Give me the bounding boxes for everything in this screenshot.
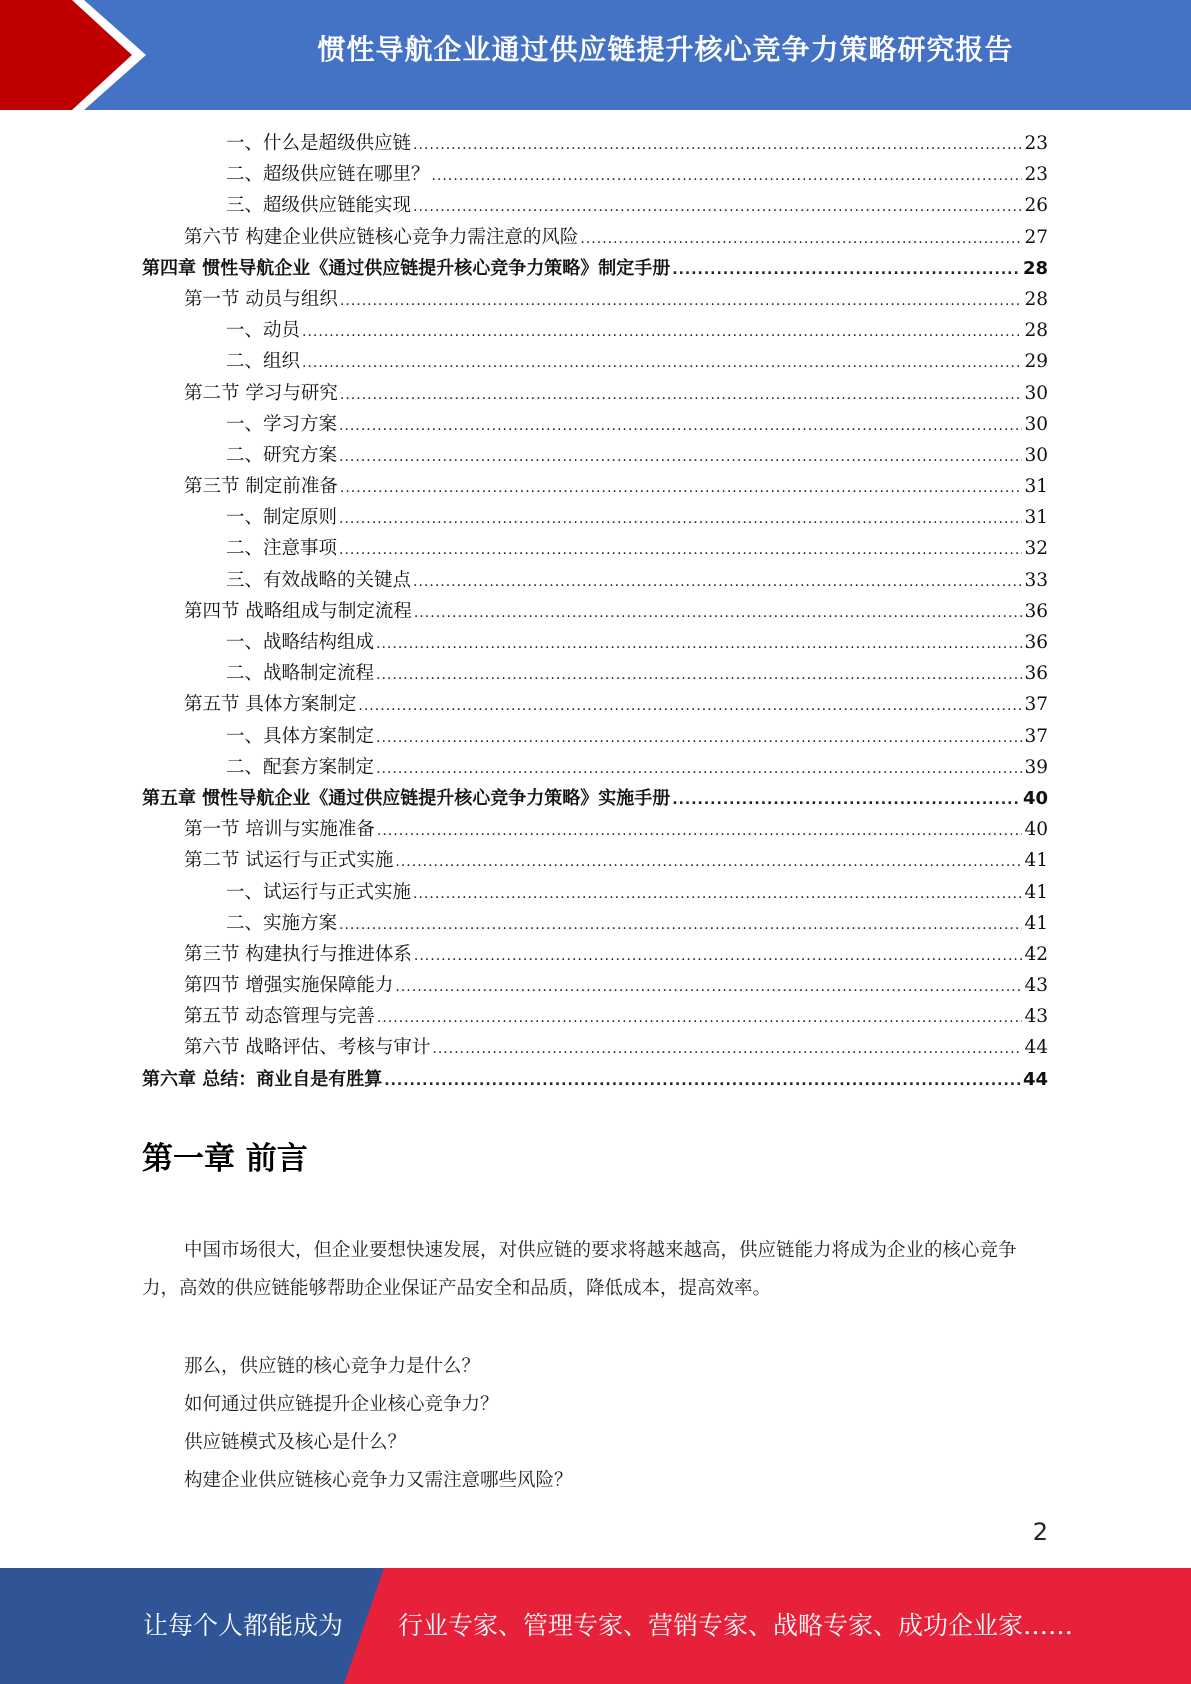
toc-leader-dots — [432, 161, 1023, 192]
toc-leader-dots — [414, 598, 1023, 629]
toc-leader-dots — [340, 286, 1023, 317]
toc-entry[interactable] — [142, 378, 1048, 409]
toc-entry-title: 第二节 学习与研究 — [184, 382, 338, 404]
toc-entry-title: 一、学习方案 — [226, 413, 338, 435]
toc-entry-title: 第六节 战略评估、考核与审计 — [184, 1037, 431, 1059]
toc-entry-page: 27 — [1024, 226, 1048, 248]
toc-entry[interactable] — [142, 1064, 1048, 1095]
toc-entry-page: 44 — [1022, 1068, 1048, 1090]
toc-entry-title: 二、组织 — [226, 351, 301, 373]
toc-leader-dots — [672, 785, 1021, 816]
toc-leader-dots — [672, 255, 1021, 286]
toc-entry[interactable] — [142, 253, 1048, 284]
toc-entry[interactable] — [142, 471, 1048, 502]
toc-entry-title: 第六节 构建企业供应链核心竞争力需注意的风险 — [184, 226, 579, 248]
toc-entry-title: 一、战略结构组成 — [226, 632, 375, 653]
toc-entry[interactable] — [142, 814, 1048, 845]
toc-leader-dots — [340, 473, 1023, 504]
chapter-title: 第一章 前言 — [142, 1141, 308, 1177]
toc-entry[interactable] — [142, 627, 1048, 658]
toc-entry-page: 31 — [1024, 476, 1048, 498]
toc-entry[interactable] — [142, 565, 1048, 596]
toc-entry-page: 26 — [1024, 195, 1048, 217]
toc-entry-page: 30 — [1024, 413, 1048, 435]
toc-entry-page: 29 — [1024, 351, 1048, 373]
table-of-contents — [142, 128, 1048, 1095]
toc-entry[interactable] — [142, 970, 1048, 1001]
toc-entry-page: 37 — [1024, 725, 1048, 747]
header-title: 惯性导航企业通过供应链提升核心竞争力策略研究报告 — [317, 33, 1014, 66]
toc-leader-dots — [302, 317, 1022, 348]
toc-entry-page: 39 — [1024, 756, 1048, 778]
toc-leader-dots — [376, 754, 1022, 785]
toc-entry-title: 二、注意事项 — [226, 538, 338, 560]
toc-entry[interactable] — [142, 284, 1048, 315]
page-number: 2 — [1032, 1518, 1048, 1546]
toc-entry-title: 第一节 培训与实施准备 — [184, 819, 375, 841]
toc-entry[interactable] — [142, 783, 1048, 814]
toc-entry-page: 41 — [1024, 881, 1048, 903]
toc-leader-dots — [395, 847, 1022, 878]
toc-leader-dots — [376, 660, 1022, 691]
intro-paragraph: 中国市场很大，但企业要想快速发展，对供应链的要求将越来越高，供应链能力将成为企业的核心竞争力，高效的供应链能够帮助企业保证产品安全和品质，降低成本，提高效率。 — [142, 1240, 1017, 1299]
toc-entry-page: 43 — [1024, 1006, 1048, 1028]
toc-entry[interactable] — [142, 1032, 1048, 1063]
toc-entry-page: 41 — [1024, 912, 1048, 934]
toc-leader-dots — [377, 1003, 1023, 1034]
toc-entry-page: 31 — [1024, 507, 1048, 529]
toc-leader-dots — [339, 535, 1022, 566]
toc-entry[interactable] — [142, 658, 1048, 689]
toc-entry[interactable] — [142, 1001, 1048, 1032]
question-item: 如何通过供应链提升企业核心竞争力？ — [184, 1394, 499, 1415]
toc-entry-page: 40 — [1022, 787, 1048, 809]
toc-entry-page: 36 — [1024, 632, 1048, 653]
toc-entry-title: 第四节 战略组成与制定流程 — [184, 600, 412, 622]
toc-leader-dots — [413, 192, 1022, 223]
toc-entry-title: 三、有效战略的关键点 — [226, 569, 412, 591]
toc-entry[interactable] — [142, 596, 1048, 627]
toc-entry-title: 第六章 总结：商业自是有胜算 — [142, 1068, 383, 1090]
toc-entry-title: 一、试运行与正式实施 — [226, 881, 412, 903]
toc-entry-page: 40 — [1024, 819, 1048, 841]
toc-entry-title: 第四节 增强实施保障能力 — [184, 975, 394, 997]
toc-entry-title: 二、研究方案 — [226, 444, 338, 466]
toc-leader-dots — [376, 723, 1022, 754]
toc-entry-title: 第五节 具体方案制定 — [184, 694, 357, 716]
toc-entry-page: 28 — [1022, 257, 1048, 279]
toc-entry-page: 37 — [1024, 694, 1048, 716]
question-item: 构建企业供应链核心竞争力又需注意哪些风险？ — [184, 1470, 573, 1491]
toc-entry-title: 一、制定原则 — [226, 507, 338, 529]
toc-entry[interactable] — [142, 440, 1048, 471]
toc-entry-title: 一、具体方案制定 — [226, 725, 375, 747]
toc-leader-dots — [376, 629, 1022, 660]
toc-entry-title: 第一节 动员与组织 — [184, 288, 338, 310]
toc-entry[interactable] — [142, 222, 1048, 253]
toc-leader-dots — [302, 348, 1022, 379]
question-item: 供应链模式及核心是什么？ — [184, 1432, 407, 1453]
toc-entry-page: 23 — [1024, 133, 1048, 154]
toc-entry[interactable] — [142, 315, 1048, 346]
page-header — [0, 0, 1191, 110]
toc-entry-page: 30 — [1024, 444, 1048, 466]
toc-entry-title: 三、超级供应链能实现 — [226, 195, 412, 217]
toc-entry-title: 一、什么是超级供应链 — [226, 133, 412, 154]
toc-entry-page: 43 — [1024, 975, 1048, 997]
toc-entry-page: 36 — [1024, 600, 1048, 622]
toc-entry-title: 第五节 动态管理与完善 — [184, 1006, 375, 1028]
toc-leader-dots — [384, 1066, 1021, 1097]
toc-entry-page: 23 — [1024, 164, 1048, 186]
toc-entry[interactable] — [142, 128, 1048, 159]
footer-slogan-left: 让每个人都能成为 — [143, 1611, 344, 1640]
toc-entry-title: 第二节 试运行与正式实施 — [184, 850, 394, 872]
toc-entry[interactable] — [142, 939, 1048, 970]
toc-leader-dots — [339, 411, 1022, 442]
footer-slogan-right: 行业专家、管理专家、营销专家、战略专家、成功企业家…… — [398, 1611, 1074, 1640]
toc-entry[interactable] — [142, 721, 1048, 752]
toc-entry[interactable] — [142, 409, 1048, 440]
toc-entry-page: 36 — [1024, 663, 1048, 685]
toc-entry[interactable] — [142, 190, 1048, 221]
toc-entry-title: 第三节 制定前准备 — [184, 476, 338, 498]
toc-leader-dots — [413, 130, 1022, 161]
toc-entry[interactable] — [142, 845, 1048, 876]
toc-leader-dots — [414, 941, 1023, 972]
toc-entry-page: 30 — [1024, 382, 1048, 404]
toc-entry[interactable] — [142, 908, 1048, 939]
toc-entry-page: 28 — [1024, 320, 1048, 342]
toc-entry-page: 42 — [1024, 943, 1048, 965]
toc-leader-dots — [339, 910, 1022, 941]
toc-entry-title: 第五章 惯性导航企业《通过供应链提升核心竞争力策略》实施手册 — [142, 787, 671, 809]
toc-entry[interactable] — [142, 159, 1048, 190]
toc-entry[interactable] — [142, 877, 1048, 908]
question-item: 那么，供应链的核心竞争力是什么？ — [184, 1356, 481, 1377]
toc-leader-dots — [340, 380, 1023, 411]
toc-entry-title: 第三节 构建执行与推进体系 — [184, 943, 412, 965]
toc-entry[interactable] — [142, 502, 1048, 533]
toc-leader-dots — [358, 691, 1022, 722]
question-list — [184, 1348, 573, 1500]
toc-leader-dots — [395, 972, 1022, 1003]
toc-entry-title: 二、实施方案 — [226, 912, 338, 934]
toc-entry-page: 33 — [1024, 569, 1048, 591]
toc-entry-title: 第四章 惯性导航企业《通过供应链提升核心竞争力策略》制定手册 — [142, 257, 671, 279]
toc-entry-page: 28 — [1024, 288, 1048, 310]
toc-leader-dots — [580, 224, 1022, 255]
toc-entry[interactable] — [142, 533, 1048, 564]
toc-entry-title: 一、动员 — [226, 320, 301, 342]
toc-entry-title: 二、超级供应链在哪里？ — [226, 164, 430, 186]
toc-leader-dots — [413, 879, 1022, 910]
toc-entry-page: 32 — [1024, 538, 1048, 560]
toc-entry[interactable] — [142, 752, 1048, 783]
toc-leader-dots — [432, 1034, 1022, 1065]
toc-entry-page: 44 — [1024, 1037, 1048, 1059]
toc-leader-dots — [377, 816, 1023, 847]
toc-leader-dots — [339, 442, 1022, 473]
toc-leader-dots — [413, 567, 1022, 598]
toc-entry-title: 二、配套方案制定 — [226, 756, 375, 778]
toc-leader-dots — [339, 504, 1022, 535]
toc-entry-title: 二、战略制定流程 — [226, 663, 375, 685]
toc-entry[interactable] — [142, 689, 1048, 720]
toc-entry[interactable] — [142, 346, 1048, 377]
toc-entry-page: 41 — [1024, 850, 1048, 872]
page-footer — [0, 1568, 1191, 1684]
